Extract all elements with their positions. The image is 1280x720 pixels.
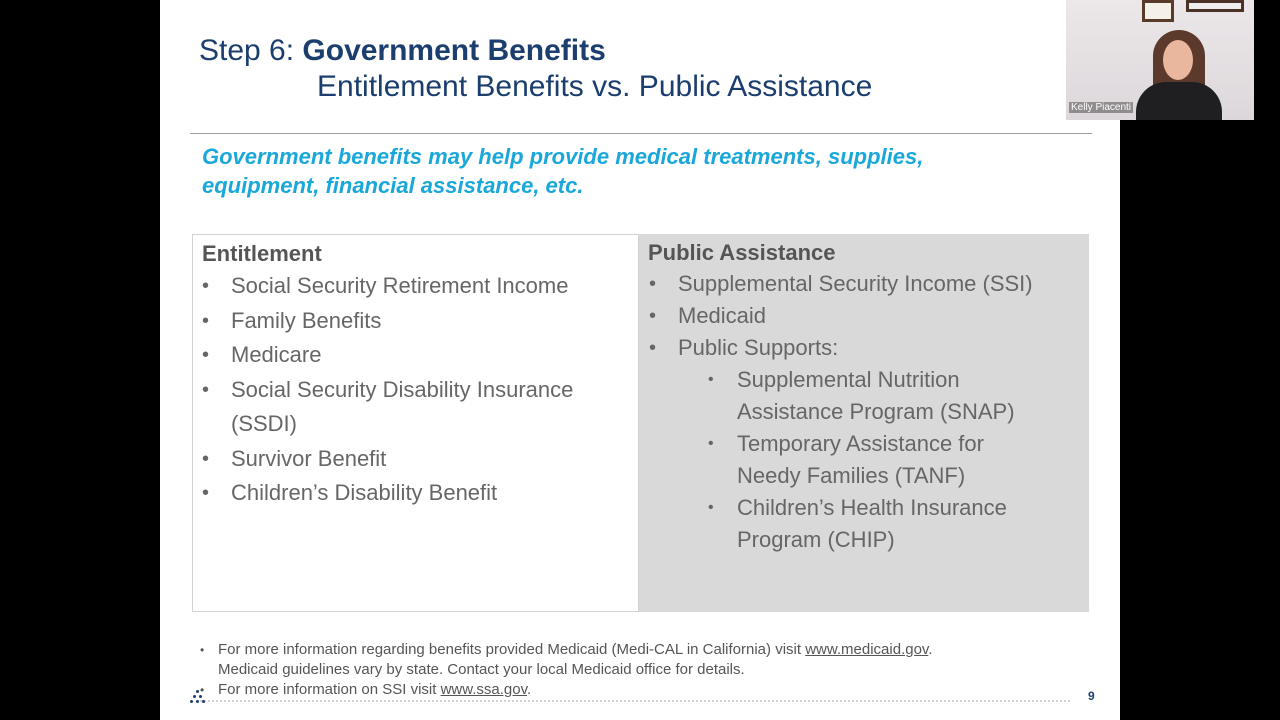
list-item: • Medicare	[202, 338, 631, 373]
sublist-item: • Children’s Health Insurance Program (CHIP)	[708, 492, 1067, 556]
public-assistance-heading: Public Assistance	[648, 240, 836, 265]
list-item: • Survivor Benefit	[202, 442, 631, 477]
list-item: • Medicaid	[649, 300, 1067, 332]
list-item-label: Public Supports:	[678, 335, 839, 360]
public-assistance-list	[649, 268, 1067, 556]
participant-name-label: Kelly Piacenti	[1071, 102, 1132, 113]
participant-video-tile[interactable]	[1066, 0, 1254, 120]
title-divider	[190, 133, 1092, 134]
slide-subtitle	[202, 142, 1062, 200]
entitlement-heading: Entitlement	[202, 241, 322, 266]
footer-dotted-rule	[200, 700, 1070, 702]
participant-face	[1163, 40, 1193, 80]
list-item: • Social Security Retirement Income	[202, 269, 631, 304]
footnote-medicaid	[200, 640, 1080, 680]
logo-dots-icon	[190, 690, 208, 704]
list-item: • Supplemental Security Income (SSI)	[649, 268, 1048, 300]
subtitle-line2: equipment, financial assistance, etc.	[202, 173, 584, 198]
footnote-period: .	[928, 641, 933, 658]
ssa-link[interactable]: www.ssa.gov	[440, 681, 527, 698]
subtitle-line1: Government benefits may help provide medical treatments, supplies,	[202, 144, 924, 169]
title-prefix: Step 6:	[199, 34, 303, 67]
footnotes	[200, 640, 1080, 700]
footnote-text-line2: Medicaid guidelines vary by state. Contact your local Medicaid office for details.	[218, 661, 745, 678]
presentation-slide	[160, 0, 1120, 720]
footnote-text: For more information on SSI visit	[218, 681, 441, 698]
footnote-ssi	[200, 680, 1080, 700]
list-item: • Social Security Disability Insurance (SSDI)	[202, 373, 631, 442]
entitlement-column	[192, 234, 639, 612]
public-supports-sublist	[678, 364, 1067, 556]
list-item	[649, 332, 1067, 556]
slide-title	[199, 34, 606, 68]
slide-title-line2: Entitlement Benefits vs. Public Assistance	[317, 70, 873, 103]
sublist-item: • Temporary Assistance for Needy Families (TANF)	[708, 428, 1037, 492]
footnote-period: .	[527, 681, 532, 698]
participant-body	[1136, 82, 1222, 120]
entitlement-list	[202, 269, 631, 511]
footnote-text: For more information regarding benefits provided Medicaid (Medi-CAL in California) visit	[218, 641, 806, 658]
medicaid-link[interactable]: www.medicaid.gov	[805, 641, 929, 658]
list-item: • Children’s Disability Benefit	[202, 476, 631, 511]
title-bold: Government Benefits	[302, 34, 606, 67]
public-assistance-column	[639, 234, 1089, 612]
list-item: • Family Benefits	[202, 304, 631, 339]
page-number: 9	[1088, 689, 1095, 703]
sublist-item: • Supplemental Nutrition Assistance Program (SNAP)	[708, 364, 1067, 428]
wall-frame-icon	[1186, 0, 1244, 12]
wall-frame-icon	[1142, 0, 1174, 22]
